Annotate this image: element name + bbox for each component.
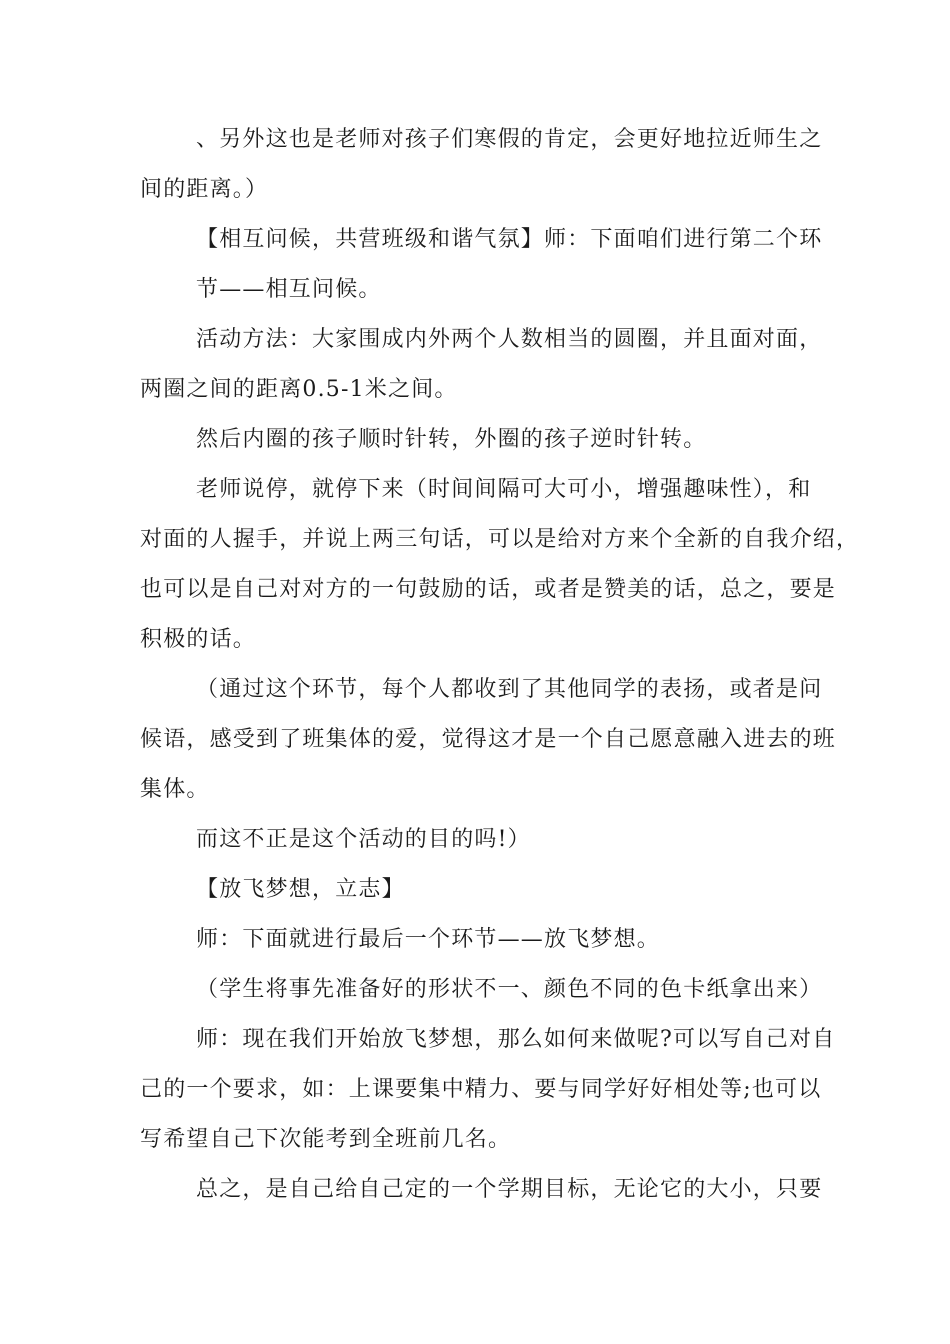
text-line [0,672,950,708]
text-line [0,372,950,408]
text-line [0,972,950,1008]
line-text: （学生将事先准备好的形状不一、颜色不同的色卡纸拿出来） [196,977,823,1002]
text-line [0,622,950,658]
text-line [0,1022,950,1058]
text-line [0,572,950,608]
line-text: 活动方法：大家围成内外两个人数相当的圆圈，并且面对面， [196,327,823,352]
line-text: 积极的话。 [140,627,257,652]
line-text: 、另外这也是老师对孩子们寒假的肯定，会更好地拉近师生之 [196,127,823,152]
line-text: 老师说停，就停下来（时间间隔可大可小，增强趣味性），和 [196,477,812,502]
text-line [0,1072,950,1108]
text-line [0,422,950,458]
line-text: 【放飞梦想，立志】 [196,877,405,902]
line-text: 师：现在我们开始放飞梦想，那么如何来做呢?可以写自己对自 [196,1027,836,1052]
text-line [0,922,950,958]
line-text: 师：下面就进行最后一个环节——放飞梦想。 [196,927,661,952]
line-text: 【相互问候，共营班级和谐气氛】师：下面咱们进行第二个环 [196,227,823,252]
line-text: 间的距离。） [140,177,269,202]
text-line [0,772,950,808]
line-text: 总之，是自己给自己定的一个学期目标，无论它的大小，只要 [196,1177,823,1202]
text-line [0,722,950,758]
text-line [0,1122,950,1158]
text-line [0,872,950,908]
text-line [0,272,950,308]
line-text: 也可以是自己对对方的一句鼓励的话，或者是赞美的话，总之，要是 [140,577,837,602]
line-text: 写希望自己下次能考到全班前几名。 [140,1127,512,1152]
line-text: 己的一个要求，如：上课要集中精力、要与同学好好相处等;也可以 [140,1077,822,1102]
line-text: 集体。 [140,777,210,802]
text-line [0,172,950,208]
line-text: 对面的人握手，并说上两三句话，可以是给对方来个全新的自我介绍， [140,527,860,552]
text-line [0,822,950,858]
line-text: （通过这个环节，每个人都收到了其他同学的表扬，或者是问 [196,677,823,702]
text-line [0,122,950,158]
line-text: 节——相互问候。 [196,277,382,302]
text-line [0,322,950,358]
line-text: 两圈之间的距离0.5-1米之间。 [140,377,458,402]
line-text: 候语，感受到了班集体的爱，觉得这才是一个自己愿意融入进去的班 [140,727,837,752]
text-line [0,472,950,508]
line-text: 而这不正是这个活动的目的吗!） [196,827,531,852]
line-text: 然后内圈的孩子顺时针转，外圈的孩子逆时针转。 [196,427,707,452]
text-line [0,1172,950,1208]
text-line [0,222,950,258]
text-line [0,522,950,558]
